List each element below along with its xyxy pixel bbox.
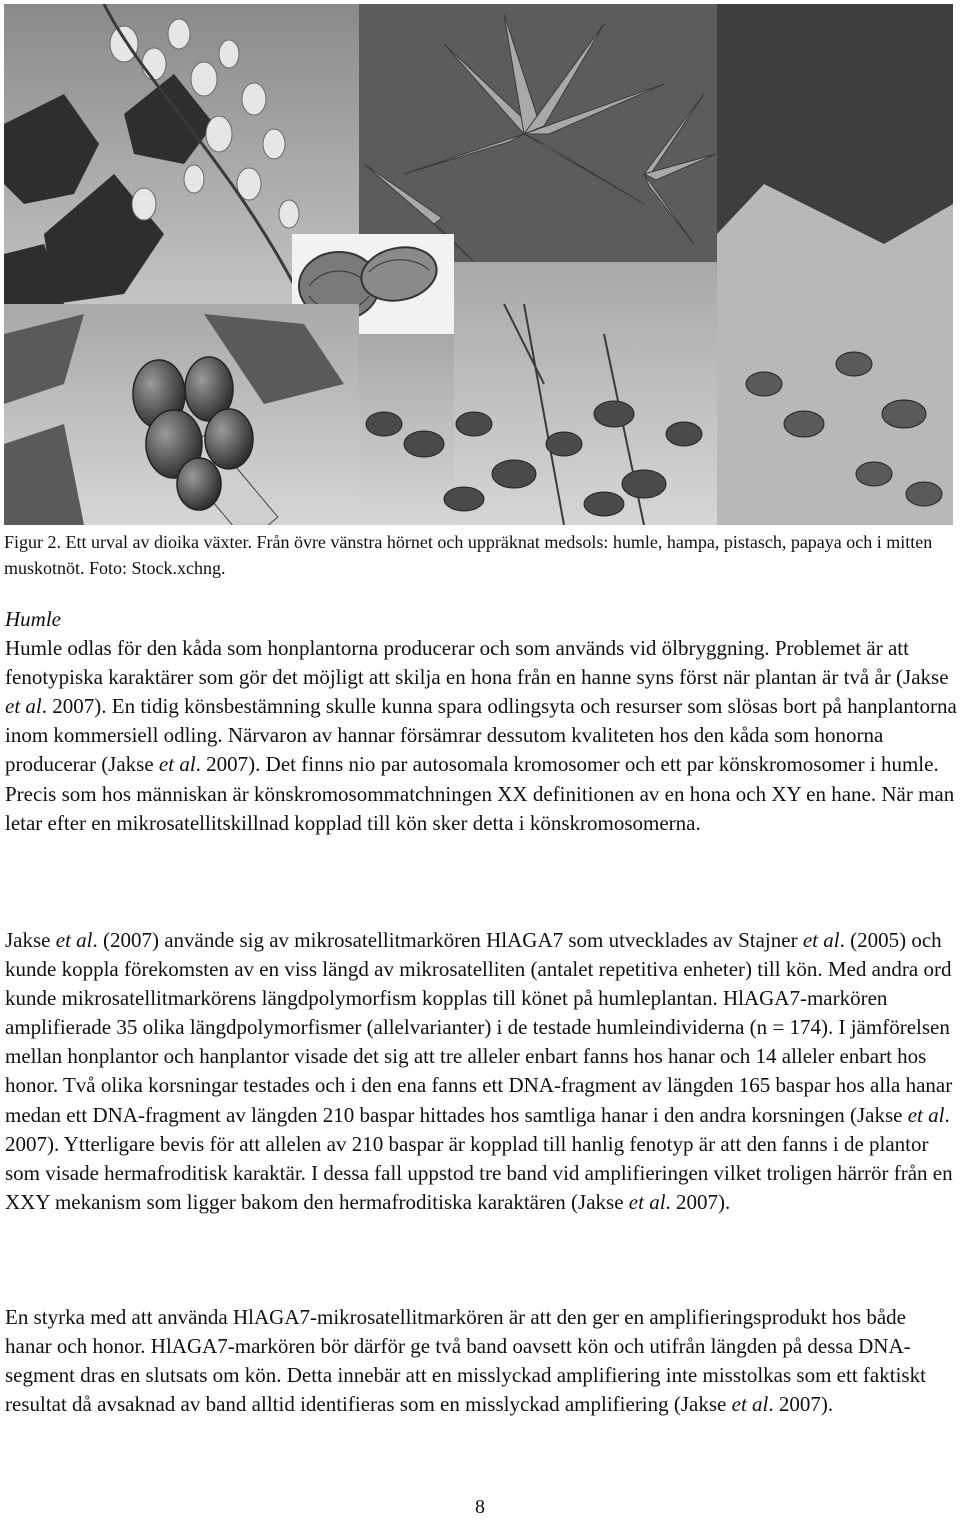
figure-caption: Figur 2. Ett urval av dioika växter. Från övre vänstra hörnet och uppräknat medsols: humle, hampa, pistasch, papaya och i mitten muskotnöt. Foto: Stock.xchng. — [4, 532, 933, 578]
paragraph-2: Jakse et al. (2007) använde sig av mikrosatellitmarkören HlAGA7 som utvecklades av Stajner et al. (2005) och kunde koppla förekomsten av en viss längd av mikrosatelliten (antalet repetitiva enheter) till kön. Med andra ord kunde mikrosatellitmarkörens längdpolymorfism kopplas till könet på humleplantan. HlAGA7-markören amplifierade 35 olika längdpolymorfismer (allelvarianter) i de testade humleindividerna (n = 174). I jämförelsen mellan honplantor och hanplantor visade det sig att tre alleler enbart fanns hos hanar och 14 alleler enbart hos honor. Två olika korsningar testades och i den ena fanns ett DNA-fragment av längden 165 baspar hos alla hanar medan ett DNA-fragment av längden 210 baspar hittades hos samtliga hanar i den andra korsningen (Jakse et al. 2007). Ytterligare bevis för att allelen av 210 baspar är kopplad till hanlig fenotyp är att den fanns i de plantor som visade hermafroditisk karaktär. I dessa fall uppstod tre band vid amplifieringen vilket troligen härrör från en XXY mekanism som ligger bakom den hermafroditiska karaktären (Jakse et al. 2007). — [5, 928, 953, 1214]
paragraph-1: Humle odlas för den kåda som honplantorna producerar och som används vid ölbryggning. Problemet är att fenotypiska karaktärer som gör det möjligt att skilja en hona från en hanne syns först när plantan är två år (Jakse et al. 2007). En tidig könsbestämning skulle kunna spara odlingsyta och resurser som slösas bort på hanplantorna inom kommersiell odling. Närvaron av hannar försämrar dessutom kvaliteten hos den kåda som honorna producerar (Jakse et al. 2007). Det finns nio par autosomala kromosomer och ett par könskromosomer i humle. Precis som hos människan är könskromosommatchningen XX definitionen av en hona och XY en hane. När man letar efter en mikrosatellitskillnad kopplad till kön sker detta i könskromosomerna. — [5, 636, 957, 835]
section-humle — [5, 605, 957, 838]
page-number: 8 — [475, 1496, 485, 1518]
section-heading: Humle — [5, 607, 61, 631]
papaya-photo — [4, 304, 359, 525]
paragraph-3: En styrka med att använda HlAGA7-mikrosatellitmarkören är att den ger en amplifieringsprodukt hos både hanar och honor. HlAGA7-markören bör därför ge två band oavsett kön och utifrån längden på dessa DNA-segment dras en slutsats om kön. Detta innebär att en misslyckad amplifiering inte misstolkas som ett faktiskt resultat då avsaknad av band alltid identifieras som en misslyckad amplifiering (Jakse et al. 2007). — [5, 1305, 926, 1417]
figure-collage — [4, 4, 953, 525]
hemp-photo — [359, 4, 717, 262]
